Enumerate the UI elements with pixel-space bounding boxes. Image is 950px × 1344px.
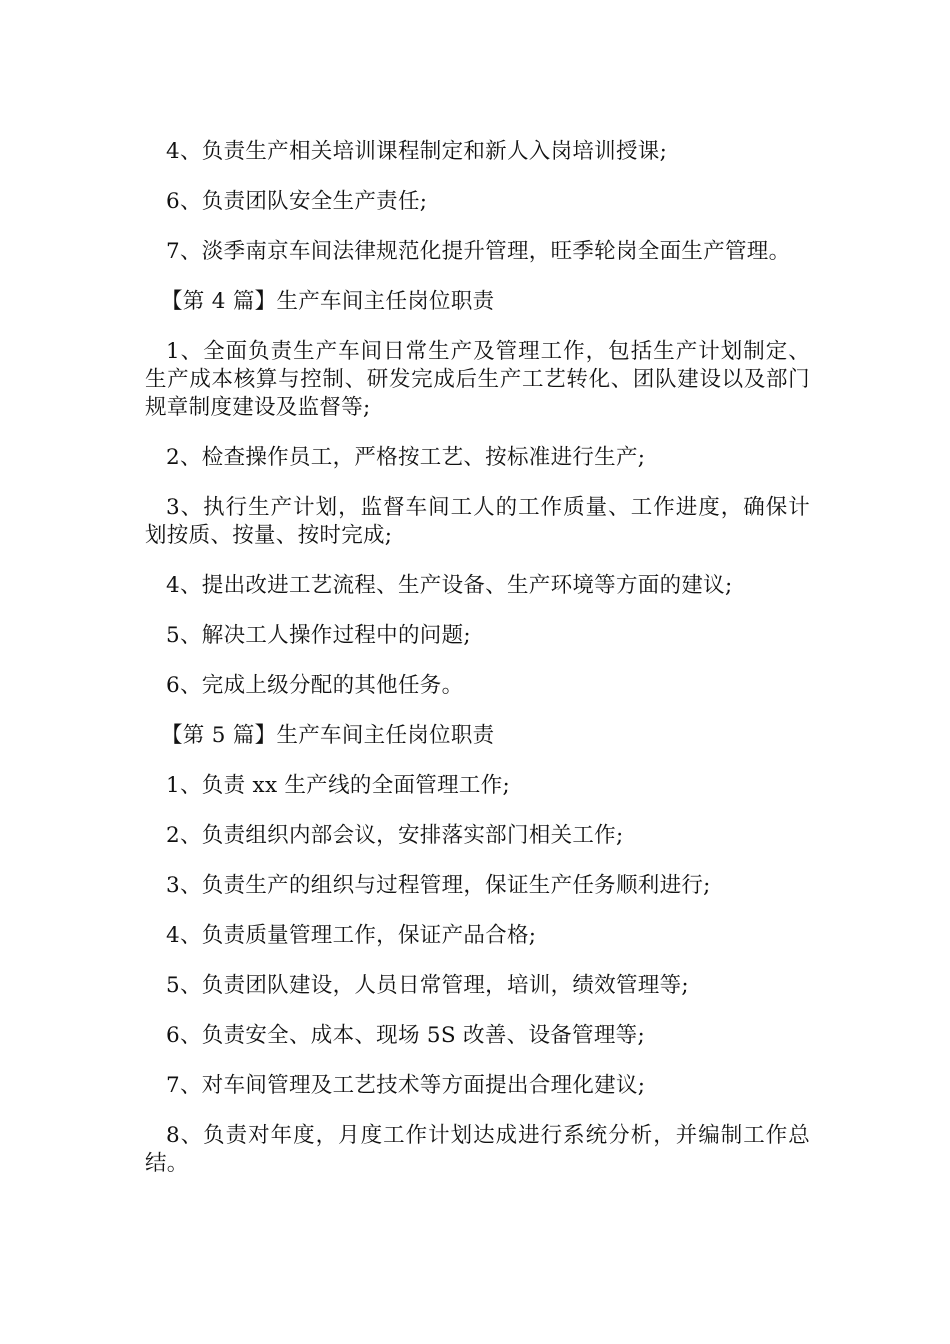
document-body — [145, 138, 810, 1200]
section-4-item: 1、全面负责生产车间日常生产及管理工作，包括生产计划制定、生产成本核算与控制、研发完成后生产工艺转化、团队建设以及部门规章制度建设及监督等; — [145, 339, 810, 420]
section-5-item: 2、负责组织内部会议，安排落实部门相关工作; — [166, 823, 624, 848]
section-5-item: 4、负责质量管理工作，保证产品合格; — [166, 923, 537, 948]
section-4-item: 2、检查操作员工，严格按工艺、按标准进行生产; — [166, 445, 646, 470]
paragraph: 6、负责团队安全生产责任; — [166, 189, 428, 214]
section-4-item: 3、执行生产计划，监督车间工人的工作质量、工作进度，确保计划按质、按量、按时完成; — [145, 495, 810, 548]
section-4-item: 4、提出改进工艺流程、生产设备、生产环境等方面的建议; — [166, 573, 733, 598]
section-5-item: 5、负责团队建设，人员日常管理，培训，绩效管理等; — [166, 973, 689, 998]
section-5-item: 7、对车间管理及工艺技术等方面提出合理化建议; — [166, 1073, 646, 1098]
paragraph: 4、负责生产相关培训课程制定和新人入岗培训授课; — [166, 139, 668, 164]
section-5-item: 8、负责对年度，月度工作计划达成进行系统分析，并编制工作总结。 — [145, 1123, 810, 1176]
section-4-heading: 【第 4 篇】生产车间主任岗位职责 — [161, 289, 495, 314]
section-4-item: 5、解决工人操作过程中的问题; — [166, 623, 471, 648]
section-5-item: 3、负责生产的组织与过程管理，保证生产任务顺利进行; — [166, 873, 711, 898]
section-5-item: 6、负责安全、成本、现场 5S 改善、设备管理等; — [166, 1023, 646, 1048]
section-5-heading: 【第 5 篇】生产车间主任岗位职责 — [161, 723, 495, 748]
section-4-item: 6、完成上级分配的其他任务。 — [166, 673, 464, 698]
paragraph: 7、淡季南京车间法律规范化提升管理，旺季轮岗全面生产管理。 — [166, 239, 791, 264]
section-5-item: 1、负责 xx 生产线的全面管理工作; — [166, 773, 511, 798]
